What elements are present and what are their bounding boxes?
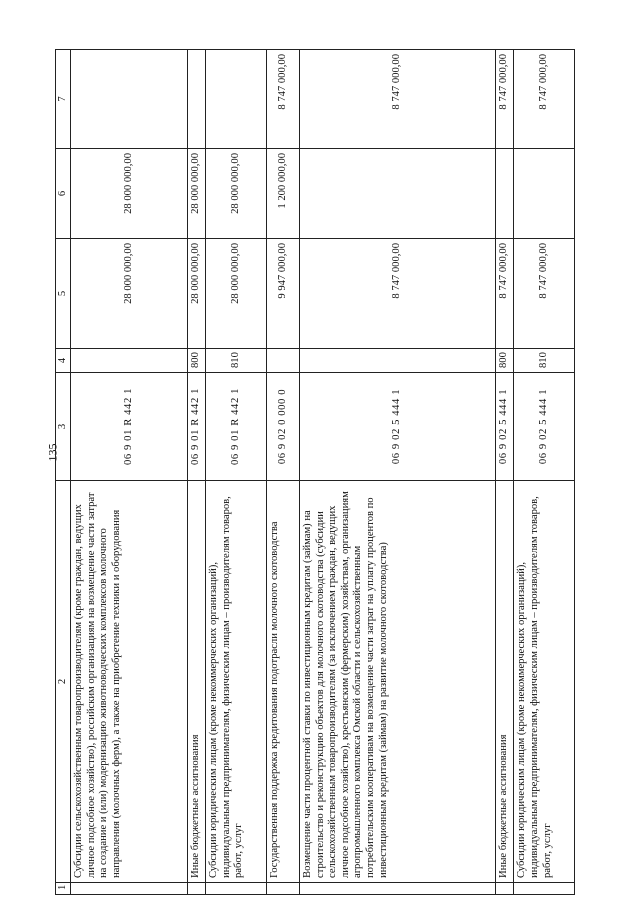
item-code: 06 9 02 0 000 0 (266, 373, 299, 481)
item-value-7 (187, 50, 205, 149)
item-value-6: 1 200 000,00 (266, 149, 299, 239)
row-index (206, 883, 266, 895)
item-value-6: 28 000 000,00 (206, 149, 266, 239)
item-type: 810 (514, 349, 575, 373)
item-code: 06 9 02 5 444 1 (496, 373, 514, 481)
item-value-5: 8 747 000,00 (496, 239, 514, 349)
row-index (266, 883, 299, 895)
item-code: 06 9 01 R 442 1 (206, 373, 266, 481)
item-type: 800 (187, 349, 205, 373)
col-header-4: 4 (56, 349, 71, 373)
item-value-5: 28 000 000,00 (187, 239, 205, 349)
item-value-5: 9 947 000,00 (266, 239, 299, 349)
row-index (514, 883, 575, 895)
col-header-1: 1 (56, 883, 71, 895)
item-name: Иные бюджетные ассигнования (187, 481, 205, 883)
item-value-6: 28 000 000,00 (187, 149, 205, 239)
item-value-7 (71, 50, 188, 149)
item-value-6 (514, 149, 575, 239)
item-type (71, 349, 188, 373)
item-value-5: 28 000 000,00 (206, 239, 266, 349)
table-row (266, 50, 299, 895)
item-name: Возмещение части процентной ставки по инвестиционным кредитам (займам) на строительство и реконструкцию объектов для молочного скотоводства (субсидии сельскохозяйственным товаропроизводителям (за исключением граждан, ведущих личное подсобное хозяйство), крестьянским (фермерским) хозяйствам, организациям агропромышленного комплекса Омской области и сельскохозяйственным потребительским кооперативам на возмещение части затрат на уплату процентов по инвестиционным кредитам (займам) на развитие молочного скотоводства) (300, 481, 496, 883)
col-header-3: 3 (56, 373, 71, 481)
row-index (71, 883, 188, 895)
header-row (56, 50, 71, 895)
item-name: Иные бюджетные ассигнования (496, 481, 514, 883)
row-index (187, 883, 205, 895)
item-value-5: 28 000 000,00 (71, 239, 188, 349)
table-row (187, 50, 205, 895)
item-name: Государственная поддержка кредитования подотрасли молочного скотоводства (266, 481, 299, 883)
item-value-7: 8 747 000,00 (514, 50, 575, 149)
item-type (266, 349, 299, 373)
item-code: 06 9 01 R 442 1 (187, 373, 205, 481)
item-type: 810 (206, 349, 266, 373)
item-value-7: 8 747 000,00 (266, 50, 299, 149)
col-header-7: 7 (56, 50, 71, 149)
item-value-6: 28 000 000,00 (71, 149, 188, 239)
row-index (300, 883, 496, 895)
budget-table-rotated (55, 50, 575, 895)
item-name: Субсидии сельскохозяйственным товаропроизводителям (кроме граждан, ведущих личное подсобное хозяйство), российским организациям на возмещение части затрат на создание и (или) модернизацию животноводческих комплексов молочного направления (молочных ферм), а также на приобретение техники и оборудования (71, 481, 188, 883)
item-value-5: 8 747 000,00 (514, 239, 575, 349)
item-name: Субсидии юридическим лицам (кроме некоммерческих организаций), индивидуальным предпринимателям, физическим лицам – производителям товаров, работ, услуг (514, 481, 575, 883)
page-number: 135 (45, 443, 60, 462)
item-value-7: 8 747 000,00 (300, 50, 496, 149)
item-value-6 (496, 149, 514, 239)
item-value-7 (206, 50, 266, 149)
item-value-7: 8 747 000,00 (496, 50, 514, 149)
table-row (206, 50, 266, 895)
item-value-6 (300, 149, 496, 239)
col-header-6: 6 (56, 149, 71, 239)
item-name: Субсидии юридическим лицам (кроме некоммерческих организаций), индивидуальным предпринимателям, физическим лицам – производителям товаров, работ, услуг (206, 481, 266, 883)
table-row (300, 50, 496, 895)
table-row (496, 50, 514, 895)
item-type (300, 349, 496, 373)
item-code: 06 9 02 5 444 1 (300, 373, 496, 481)
row-index (496, 883, 514, 895)
item-code: 06 9 02 5 444 1 (514, 373, 575, 481)
col-header-2: 2 (56, 481, 71, 883)
col-header-5: 5 (56, 239, 71, 349)
table-row (514, 50, 575, 895)
budget-table (55, 49, 575, 895)
item-type: 800 (496, 349, 514, 373)
item-value-5: 8 747 000,00 (300, 239, 496, 349)
table-row (71, 50, 188, 895)
item-code: 06 9 01 R 442 1 (71, 373, 188, 481)
